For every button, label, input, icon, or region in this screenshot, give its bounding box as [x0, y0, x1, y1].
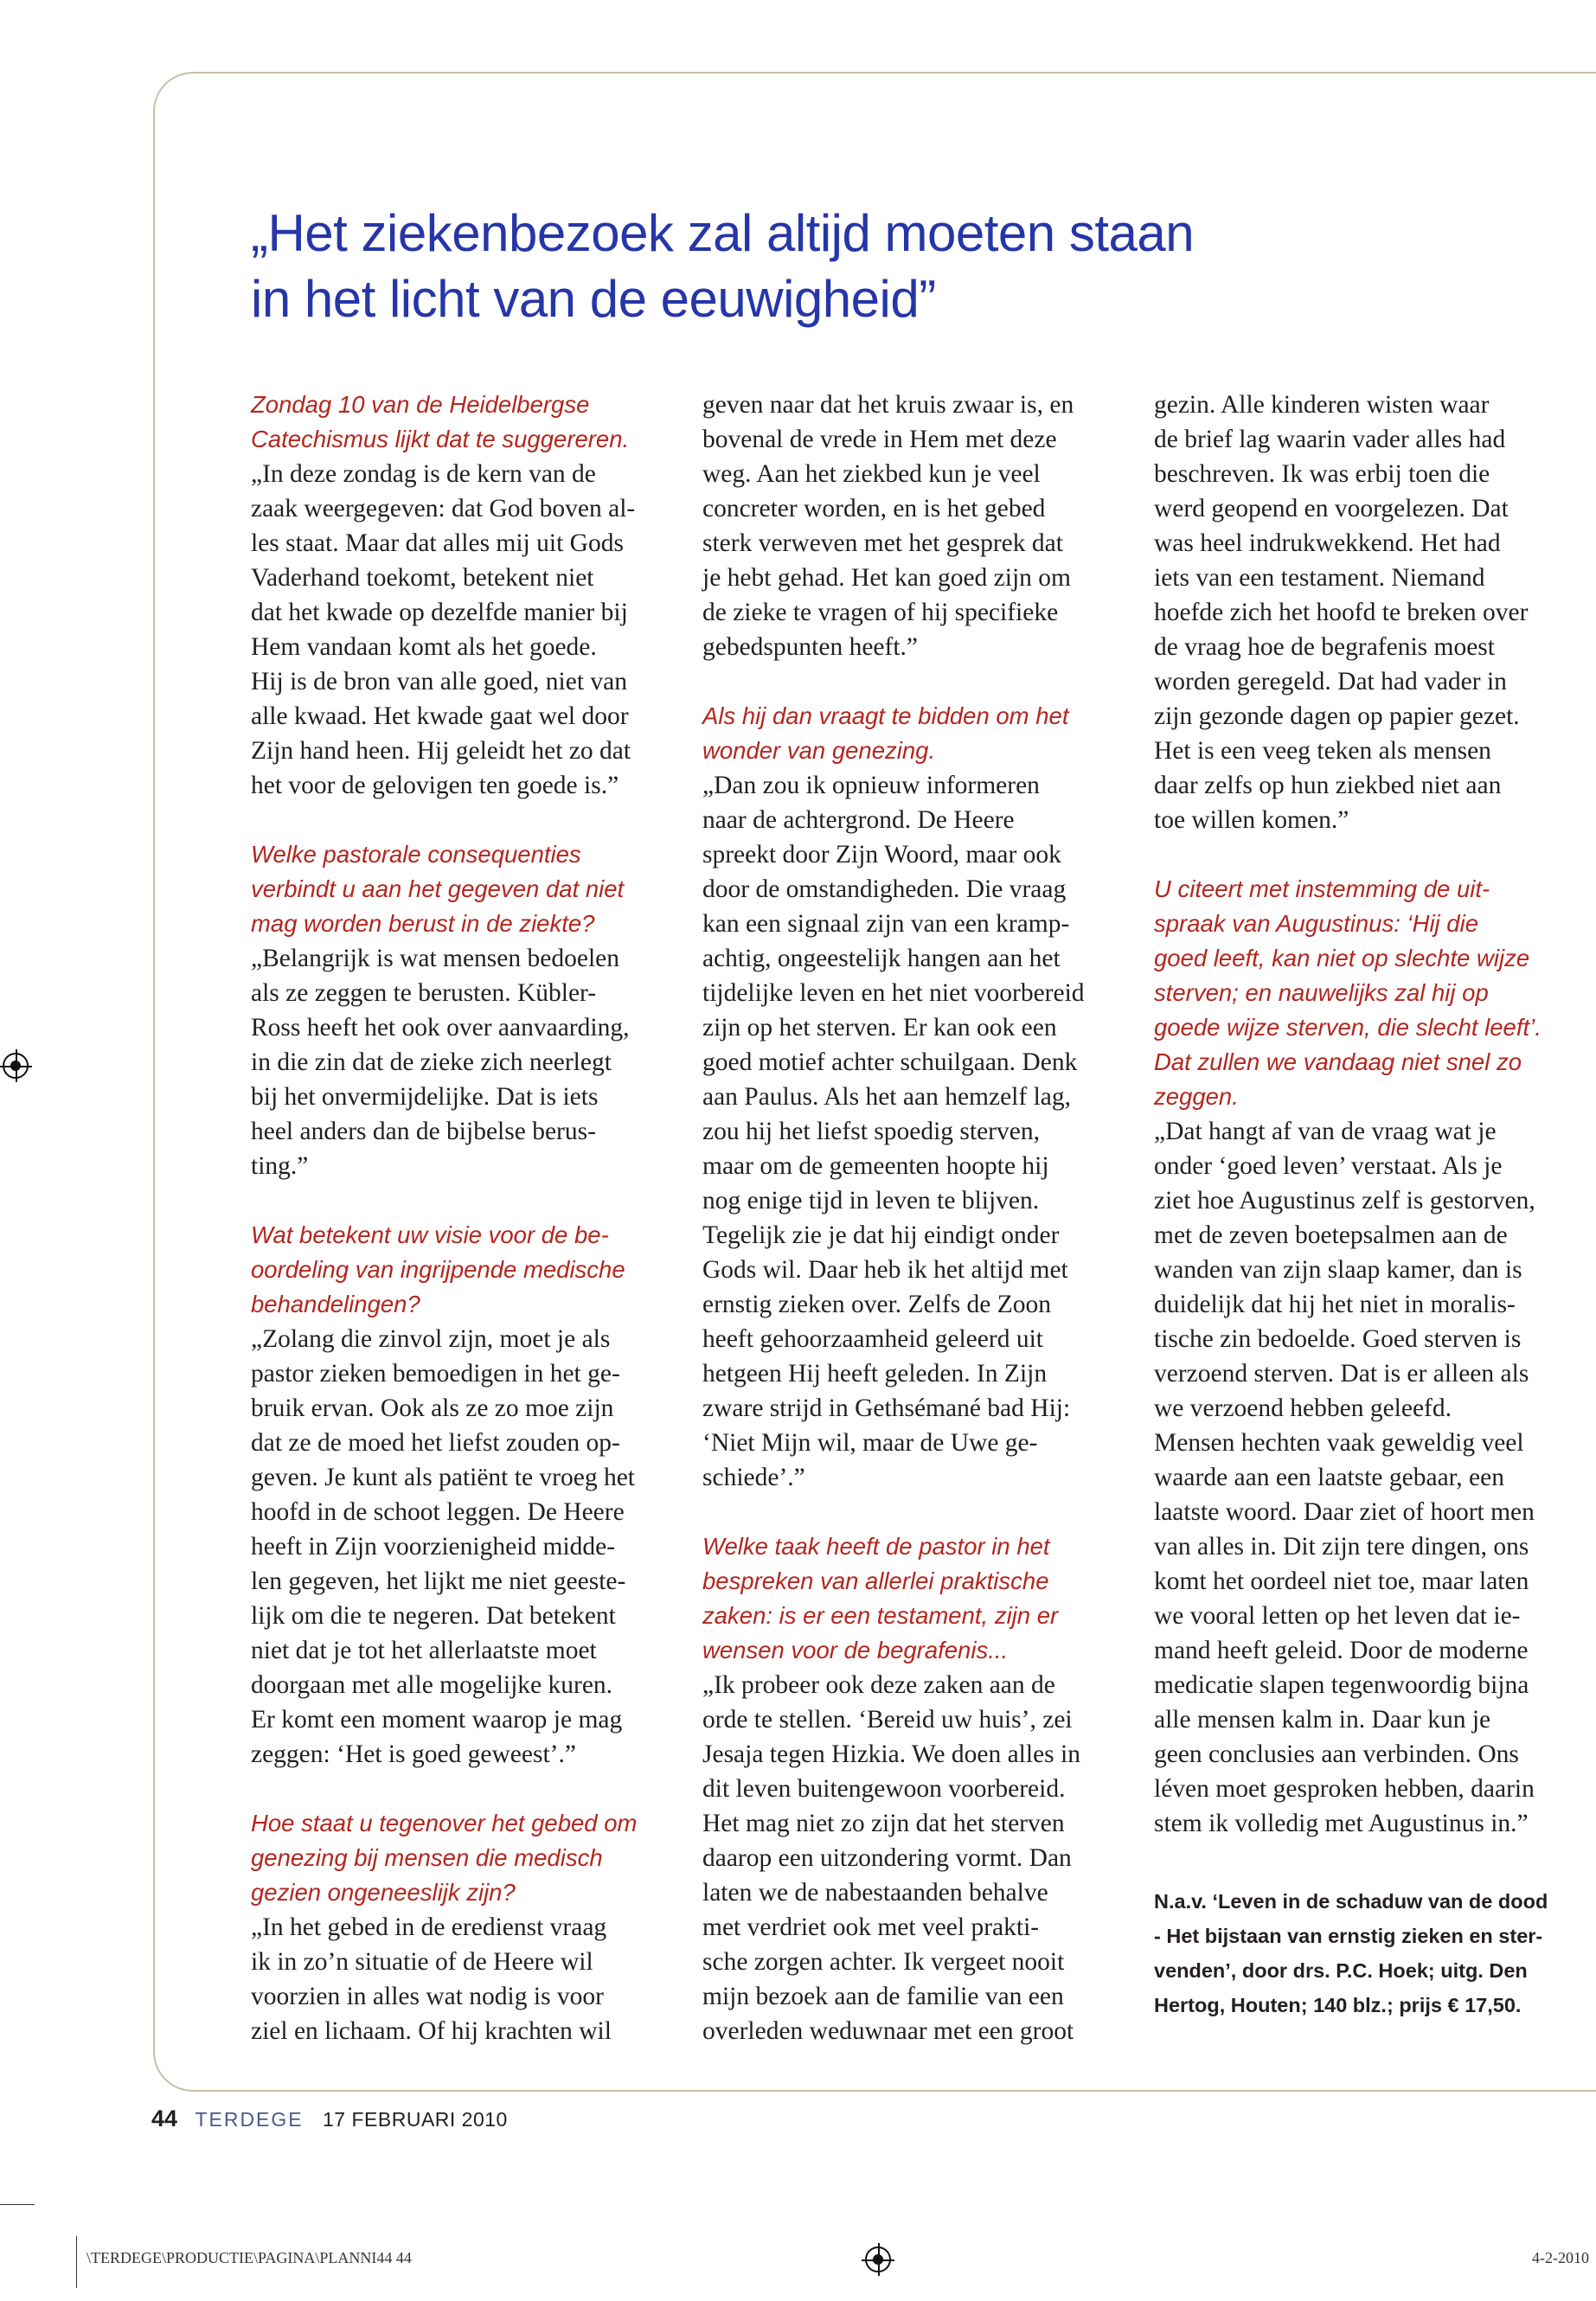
- text-line: achtig, ongeestelijk hangen aan het: [702, 945, 1061, 972]
- text-line: stem ik volledig met Augustinus in.”: [1154, 1810, 1529, 1837]
- text-line: tijdelijke leven en het niet voorbereid: [702, 979, 1085, 1007]
- text-line: Zijn hand heen. Hij geleidt het zo dat: [251, 737, 631, 765]
- text-line: nog enige tijd in leven te blijven.: [702, 1187, 1040, 1215]
- text-line: Dat zullen we vandaag niet snel zo: [1154, 1048, 1522, 1075]
- text-line: als ze zeggen te berusten. Kübler-: [251, 979, 597, 1007]
- interview-question: [1154, 872, 1596, 1114]
- text-line: „Zolang die zinvol zijn, moet je als: [251, 1325, 611, 1353]
- text-line: zeggen: ‘Het is goed geweest’.”: [251, 1740, 576, 1768]
- answer-paragraph: [251, 457, 701, 803]
- text-line: „Ik probeer ook deze zaken aan de: [702, 1671, 1055, 1699]
- text-line: geven naar dat het kruis zwaar is, en: [702, 391, 1074, 419]
- text-line: door de omstandigheden. Die vraag: [702, 875, 1067, 903]
- answer-paragraph: [1154, 1114, 1596, 1841]
- text-line: met de zeven boetepsalmen aan de: [1154, 1221, 1508, 1249]
- print-slug-path: \TERDEGE\PRODUCTIE\PAGINA\PLANNI44 44: [87, 2249, 412, 2266]
- text-line: naar de achtergrond. De Heere: [702, 806, 1015, 834]
- text-line: de brief lag waarin vader alles had: [1154, 426, 1506, 453]
- text-line: concreter worden, en is het gebed: [702, 495, 1046, 522]
- text-line: laten we de nabestaanden behalve: [702, 1879, 1048, 1907]
- answer-paragraph: [702, 388, 1152, 664]
- text-line: alle kwaad. Het kwade gaat wel door: [251, 702, 629, 730]
- text-line: goed motief achter schuilgaan. Denk: [702, 1048, 1078, 1076]
- text-line: werd geopend en voorgelezen. Dat: [1154, 495, 1509, 522]
- text-line: weg. Aan het ziekbed kun je veel: [702, 460, 1041, 488]
- text-line: ting.”: [251, 1152, 309, 1180]
- text-line: orde te stellen. ‘Bereid uw huis’, zei: [702, 1706, 1073, 1734]
- text-line: ernstig zieken over. Zelfs de Zoon: [702, 1291, 1052, 1318]
- text-line: Hem vandaan komt als het goede.: [251, 633, 597, 661]
- text-line: gezien ongeneeslijk zijn?: [251, 1879, 516, 1906]
- text-line: verbindt u aan het gegeven dat niet: [251, 875, 625, 902]
- text-line: oordeling van ingrijpende medische: [251, 1256, 625, 1283]
- text-line: zware strijd in Gethsémané bad Hij:: [702, 1394, 1071, 1422]
- text-line: sterk verweven met het gesprek dat: [702, 529, 1063, 557]
- registration-mark-icon: [3, 1053, 29, 1079]
- text-line: heeft in Zijn voorzienigheid midde-: [251, 1533, 616, 1561]
- text-line: waarde aan een laatste gebaar, een: [1154, 1464, 1504, 1491]
- text-line: Wat betekent uw visie voor de be-: [251, 1221, 609, 1248]
- answer-paragraph: [251, 1322, 701, 1772]
- text-line: spreekt door Zijn Woord, maar ook: [702, 841, 1061, 868]
- text-line: ziel en lichaam. Of hij krachten wil: [251, 2017, 612, 2045]
- text-line: komt het oordeel niet toe, maar laten: [1154, 1567, 1529, 1595]
- text-line: goed leeft, kan niet op slechte wijze: [1154, 945, 1530, 971]
- registration-mark-icon: [865, 2247, 891, 2272]
- text-line: de zieke te vragen of hij specifieke: [702, 599, 1059, 626]
- page-footer: [151, 2106, 508, 2132]
- magazine-name: TERDEGE: [195, 2108, 304, 2131]
- text-line: hetgeen Hij heeft geleden. In Zijn: [702, 1360, 1048, 1388]
- text-line: Er komt een moment waarop je mag: [251, 1706, 623, 1734]
- paragraph-spacer: [1154, 837, 1596, 872]
- text-line: „In deze zondag is de kern van de: [251, 460, 596, 488]
- text-line: Zondag 10 van de Heidelbergse: [251, 391, 590, 418]
- text-line: onder ‘goed leven’ verstaat. Als je: [1154, 1152, 1503, 1180]
- text-line: iets van een testament. Niemand: [1154, 564, 1485, 592]
- text-line: wensen voor de begrafenis...: [702, 1637, 1009, 1663]
- text-line: Hertog, Houten; 140 blz.; prijs € 17,50.: [1154, 1994, 1522, 2016]
- text-line: alle mensen kalm in. Daar kun je: [1154, 1706, 1491, 1734]
- text-line: gebedspunten heeft.”: [702, 633, 919, 661]
- answer-paragraph: [1154, 388, 1596, 837]
- crop-mark: [76, 2236, 77, 2288]
- text-line: dat het kwade op dezelfde manier bij: [251, 599, 628, 626]
- text-line: wonder van genezing.: [702, 737, 936, 764]
- text-line: Het mag niet zo zijn dat het sterven: [702, 1810, 1065, 1837]
- headline-line: in het licht van de eeuwigheid”: [251, 270, 936, 328]
- text-line: zijn op het sterven. Er kan ook een: [702, 1014, 1057, 1042]
- text-line: laatste woord. Daar ziet of hoort men: [1154, 1498, 1535, 1526]
- text-line: sterven; en nauwelijks zal hij op: [1154, 979, 1489, 1006]
- text-line: sche zorgen achter. Ik vergeet nooit: [702, 1948, 1065, 1976]
- interview-question: [251, 1218, 701, 1322]
- text-line: worden geregeld. Dat had vader in: [1154, 668, 1507, 695]
- text-line: Vaderhand toekomt, betekent niet: [251, 564, 594, 592]
- text-line: overleden weduwnaar met een groot: [702, 2017, 1074, 2045]
- text-line: duidelijk dat hij het niet in moralis-: [1154, 1291, 1516, 1318]
- text-line: verzoend sterven. Dat is er alleen als: [1154, 1360, 1529, 1388]
- text-line: „Dan zou ik opnieuw informeren: [702, 772, 1040, 799]
- interview-question: [702, 699, 1152, 768]
- text-line: „Dat hangt af van de vraag wat je: [1154, 1118, 1497, 1145]
- answer-paragraph: [702, 1668, 1152, 2048]
- text-line: bovenal de vrede in Hem met deze: [702, 426, 1057, 453]
- text-line: Hij is de bron van alle goed, niet van: [251, 668, 628, 695]
- book-source-note: [1154, 1884, 1596, 2022]
- text-line: zou hij het liefst spoedig sterven,: [702, 1118, 1040, 1145]
- article-column-1: [251, 388, 701, 2048]
- headline-line: „Het ziekenbezoek zal altijd moeten staan: [251, 204, 1195, 262]
- text-line: zaak weergegeven: dat God boven al-: [251, 495, 636, 522]
- text-line: ‘Niet Mijn wil, maar de Uwe ge-: [702, 1429, 1038, 1457]
- text-line: daarop een uitzondering vormt. Dan: [702, 1844, 1072, 1872]
- text-line: heel anders dan de bijbelse berus-: [251, 1118, 596, 1145]
- text-line: met verdriet ook met veel prakti-: [702, 1913, 1040, 1941]
- text-line: aan Paulus. Als het aan hemzelf lag,: [702, 1083, 1071, 1111]
- text-line: doorgaan met alle mogelijke kuren.: [251, 1671, 613, 1699]
- text-line: medicatie slapen tegenwoordig bijna: [1154, 1671, 1529, 1699]
- paragraph-spacer: [702, 664, 1152, 699]
- paragraph-spacer: [251, 1183, 701, 1218]
- text-line: pastor zieken bemoedigen in het ge-: [251, 1360, 620, 1388]
- text-line: U citeert met instemming de uit-: [1154, 875, 1490, 902]
- text-line: wanden van zijn slaap kamer, dan is: [1154, 1256, 1522, 1284]
- text-line: Catechismus lijkt dat te suggereren.: [251, 426, 630, 452]
- text-line: het voor de gelovigen ten goede is.”: [251, 772, 619, 799]
- text-line: hoofd in de schoot leggen. De Heere: [251, 1498, 625, 1526]
- issue-date: 17 FEBRUARI 2010: [323, 2108, 508, 2131]
- text-line: gezin. Alle kinderen wisten waar: [1154, 391, 1490, 419]
- text-line: niet dat je tot het allerlaatste moet: [251, 1637, 597, 1664]
- text-line: hoefde zich het hoofd te breken over: [1154, 599, 1529, 626]
- text-line: - Het bijstaan van ernstig zieken en ster-: [1154, 1925, 1543, 1947]
- headline: [251, 201, 1375, 332]
- text-line: bruik ervan. Ook als ze zo moe zijn: [251, 1394, 614, 1422]
- text-line: maar om de gemeenten hoopte hij: [702, 1152, 1049, 1180]
- text-line: les staat. Maar dat alles mij uit Gods: [251, 529, 624, 557]
- text-line: ik in zo’n situatie of de Heere wil: [251, 1948, 593, 1976]
- paragraph-spacer: [251, 803, 701, 837]
- text-line: Welke taak heeft de pastor in het: [702, 1533, 1050, 1560]
- interview-question: [251, 1806, 701, 1910]
- text-line: Jesaja tegen Hizkia. We doen alles in: [702, 1740, 1080, 1768]
- article-column-2: [702, 388, 1152, 2048]
- text-line: goede wijze sterven, die slecht leeft’.: [1154, 1014, 1542, 1041]
- text-line: beschreven. Ik was erbij toen die: [1154, 460, 1490, 488]
- text-line: léven moet gesproken hebben, daarin: [1154, 1775, 1535, 1803]
- text-line: dat ze de moed het liefst zouden op-: [251, 1429, 620, 1457]
- text-line: bij het onvermijdelijke. Dat is iets: [251, 1083, 599, 1111]
- page-number: 44: [151, 2106, 178, 2131]
- text-line: we vooral letten op het leven dat ie-: [1154, 1602, 1521, 1630]
- text-line: zaken: is er een testament, zijn er: [702, 1602, 1059, 1629]
- text-line: geven. Je kunt als patiënt te vroeg het: [251, 1464, 635, 1491]
- text-line: zijn gezonde dagen op papier gezet.: [1154, 702, 1520, 730]
- crop-mark: [0, 2204, 35, 2205]
- text-line: Hoe staat u tegenover het gebed om: [251, 1810, 638, 1836]
- text-line: tische zin bedoelde. Goed sterven is: [1154, 1325, 1522, 1353]
- text-line: N.a.v. ‘Leven in de schaduw van de dood: [1154, 1890, 1548, 1913]
- text-line: len gegeven, het lijkt me niet geeste-: [251, 1567, 626, 1595]
- text-line: heeft gehoorzaamheid geleerd uit: [702, 1325, 1043, 1353]
- paragraph-spacer: [1154, 1841, 1596, 1884]
- text-line: voorzien in alles wat nodig is voor: [251, 1983, 605, 2010]
- text-line: van alles in. Dit zijn tere dingen, ons: [1154, 1533, 1529, 1561]
- text-line: Gods wil. Daar heb ik het altijd met: [702, 1256, 1068, 1284]
- text-line: mand heeft geleid. Door de moderne: [1154, 1637, 1529, 1664]
- text-line: Mensen hechten vaak geweldig veel: [1154, 1429, 1524, 1457]
- text-line: was heel indrukwekkend. Het had: [1154, 529, 1501, 557]
- text-line: Welke pastorale consequenties: [251, 841, 581, 868]
- text-line: we verzoend hebben geleefd.: [1154, 1394, 1452, 1422]
- interview-question: [702, 1529, 1152, 1668]
- text-line: Het is een veeg teken als mensen: [1154, 737, 1491, 765]
- print-slug-date: 4-2-2010: [1532, 2249, 1589, 2266]
- text-line: Als hij dan vraagt te bidden om het: [702, 702, 1069, 729]
- answer-paragraph: [251, 1910, 701, 2048]
- text-line: „In het gebed in de eredienst vraag: [251, 1913, 607, 1941]
- text-line: spraak van Augustinus: ‘Hij die: [1154, 910, 1479, 937]
- text-line: de vraag hoe de begrafenis moest: [1154, 633, 1495, 661]
- interview-question: [251, 837, 701, 941]
- paragraph-spacer: [702, 1495, 1152, 1529]
- text-line: zeggen.: [1154, 1083, 1239, 1110]
- text-line: geen conclusies aan verbinden. Ons: [1154, 1740, 1519, 1768]
- text-line: kan een signaal zijn van een kramp-: [702, 910, 1070, 938]
- text-line: behandelingen?: [251, 1291, 420, 1317]
- text-line: dit leven buitengewoon voorbereid.: [702, 1775, 1066, 1803]
- text-line: schiede’.”: [702, 1464, 805, 1491]
- text-line: genezing bij mensen die medisch: [251, 1844, 603, 1871]
- text-line: mijn bezoek aan de familie van een: [702, 1983, 1064, 2010]
- text-line: ziet hoe Augustinus zelf is gestorven,: [1154, 1187, 1535, 1215]
- answer-paragraph: [702, 768, 1152, 1495]
- text-line: bespreken van allerlei praktische: [702, 1567, 1049, 1594]
- text-line: Tegelijk zie je dat hij eindigt onder: [702, 1221, 1060, 1249]
- text-line: venden’, door drs. P.C. Hoek; uitg. Den: [1154, 1959, 1528, 1982]
- answer-paragraph: [251, 941, 701, 1183]
- text-line: toe willen komen.”: [1154, 806, 1349, 834]
- text-line: daar zelfs op hun ziekbed niet aan: [1154, 772, 1502, 799]
- text-line: Ross heeft het ook over aanvaarding,: [251, 1014, 630, 1042]
- text-line: mag worden berust in de ziekte?: [251, 910, 595, 937]
- text-line: „Belangrijk is wat mensen bedoelen: [251, 945, 619, 972]
- article-column-3: [1154, 388, 1596, 2022]
- interview-question: [251, 388, 701, 457]
- text-line: je hebt gehad. Het kan goed zijn om: [702, 564, 1071, 592]
- paragraph-spacer: [251, 1772, 701, 1806]
- text-line: in die zin dat de zieke zich neerlegt: [251, 1048, 612, 1076]
- text-line: lijk om die te negeren. Dat betekent: [251, 1602, 616, 1630]
